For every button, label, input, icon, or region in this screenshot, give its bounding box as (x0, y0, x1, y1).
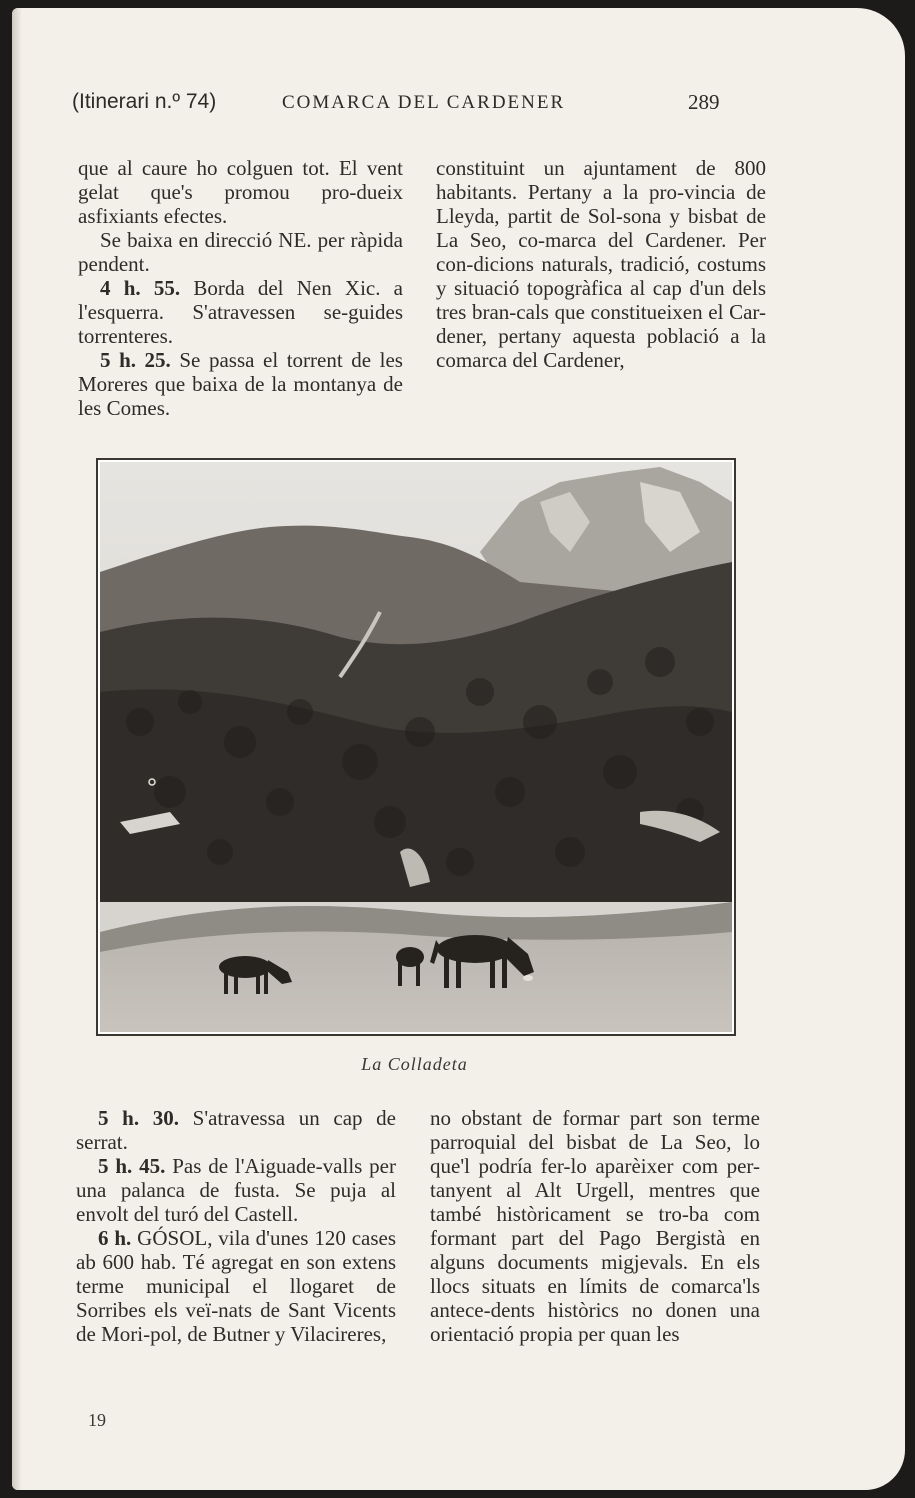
photo-illustration (100, 462, 732, 1032)
paragraph: Se baixa en direcció NE. per ràpida pendent. (78, 228, 403, 276)
book-page (12, 8, 905, 1490)
landscape-photo (96, 458, 736, 1036)
paragraph (78, 276, 403, 348)
running-header (12, 90, 905, 120)
top-left-column (78, 156, 403, 420)
paragraph (76, 1106, 396, 1154)
bottom-left-column (76, 1106, 396, 1346)
paragraph-text: GÓSOL, vila d'unes 120 cases ab 600 hab. Té agregat en son extens terme municipal el llogaret de Sorribes els veï-nats de Sant Vicents de Mori-pol, de Butner y Vilacireres, (76, 1226, 397, 1346)
time-mark: 6 h. (98, 1226, 132, 1250)
bottom-right-column (430, 1106, 760, 1346)
top-right-column (436, 156, 766, 372)
paragraph-text: S'atravessa un cap de serrat. (76, 1106, 396, 1154)
paragraph: constituint un ajuntament de 800 habitants. Pertany a la pro-vincia de Lleyda, partit de Sol-sona y bisbat de La Seo, co-marca del Cardener. Per con-dicions naturals, tradició, costums y situació topogràfica al cap d'un dels tres bran-cals que constitueixen el Car-dener, pertany aquesta població a la comarca del Cardener, (436, 156, 766, 372)
time-mark: 5 h. 45. (98, 1154, 166, 1178)
time-mark: 4 h. 55. (100, 276, 181, 300)
paragraph (76, 1154, 396, 1226)
paragraph-text: Se passa el torrent de les Moreres que baixa de la montanya de les Comes. (78, 348, 403, 420)
figure-caption: La Colladeta (361, 1054, 468, 1074)
page-binding (12, 8, 22, 1490)
page-number: 289 (688, 90, 720, 114)
paragraph (78, 348, 403, 420)
time-mark: 5 h. 25. (100, 348, 171, 372)
signature-mark: 19 (88, 1410, 106, 1430)
time-mark: 5 h. 30. (98, 1106, 179, 1130)
paragraph (76, 1226, 396, 1346)
paragraph: que al caure ho colguen tot. El vent gelat que's promou pro-dueix asfixiants efectes. (78, 156, 403, 228)
running-title: COMARCA DEL CARDENER (282, 92, 566, 113)
paragraph: no obstant de formar part son terme parroquial del bisbat de La Seo, lo que'l podría fer-lo aparèixer com per-tanyent al Alt Urgell, mentres que també històricament se tro-ba com formant part del Pago Bergistà en alguns documents migjevals. En els llocs situats en límits de comarca'ls antece-dents històrics no donen una orientació propia per quan les (430, 1106, 760, 1346)
itinerary-number: (Itinerari n.º 74) (72, 90, 217, 113)
paragraph-text: Borda del Nen Xic. a l'esquerra. S'atravessen se-guides torrenteres. (78, 276, 404, 348)
paragraph-text: Pas de l'Aiguade-valls per una palanca de fusta. Se puja al envolt del turó del Castell. (76, 1154, 396, 1226)
